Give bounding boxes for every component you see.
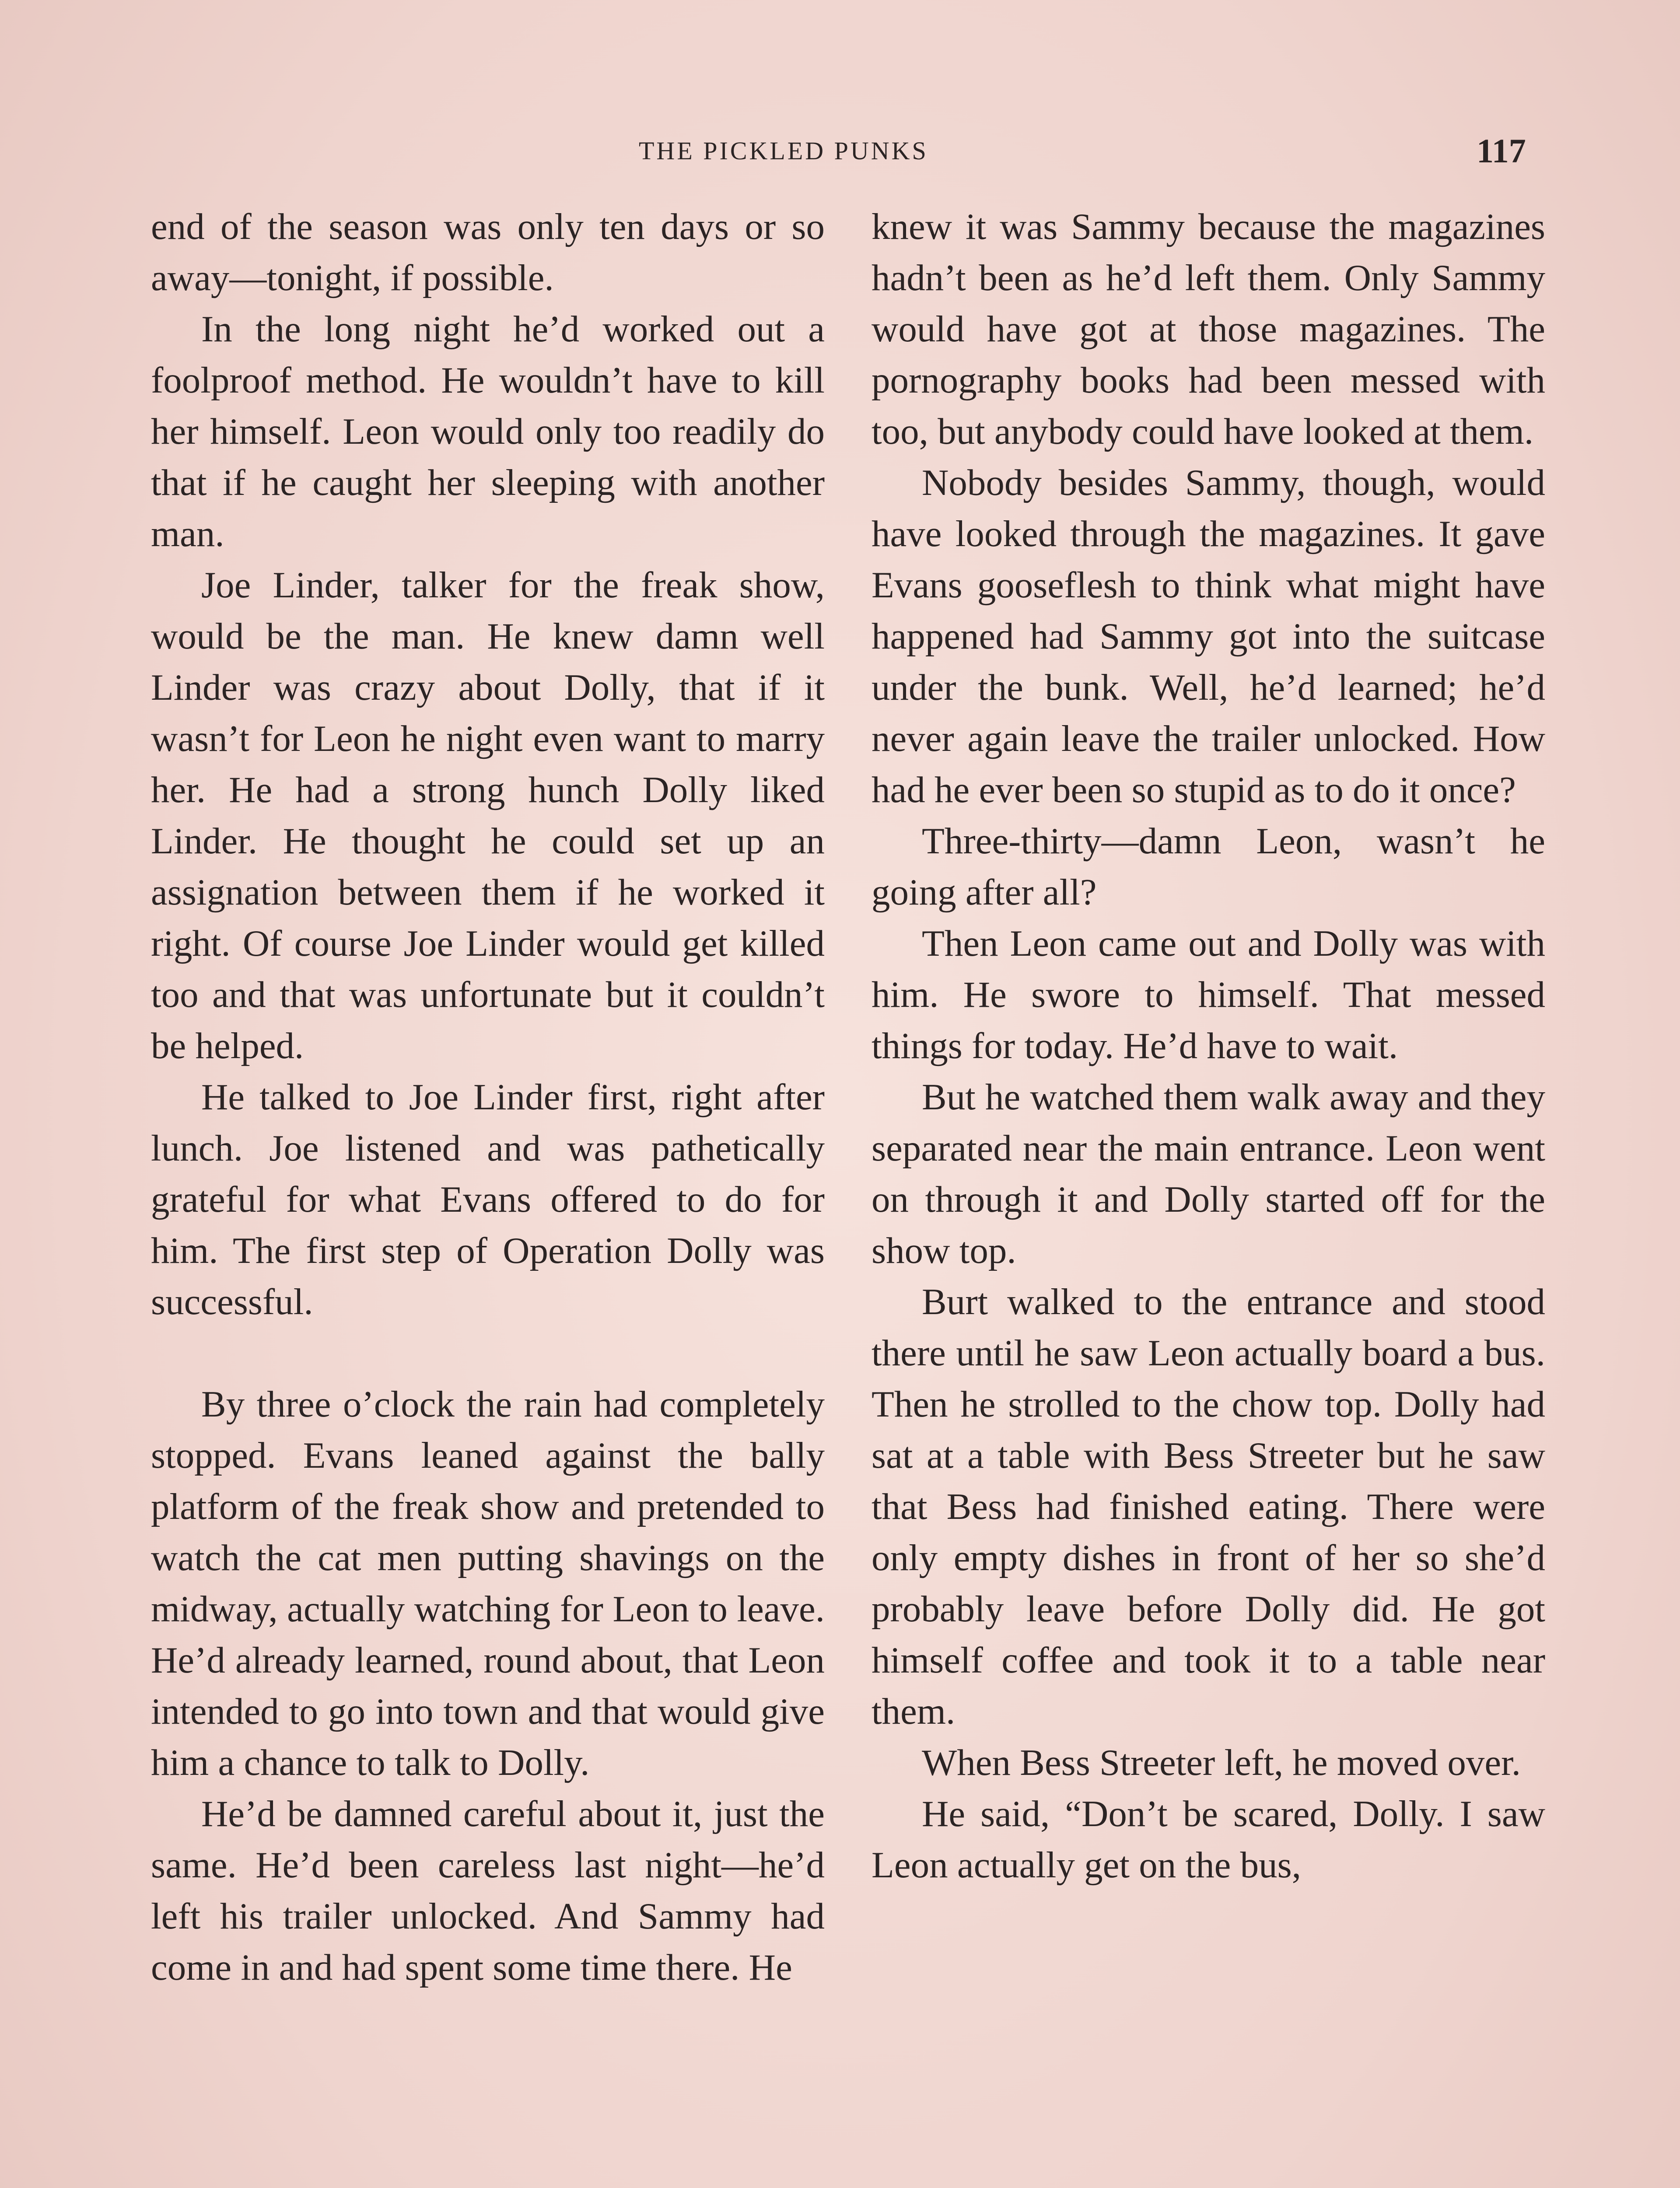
paragraph: Three-thirty—damn Leon, wasn’t he going after all? [872,820,1545,913]
right-column [872,201,1545,1891]
paragraph: end of the season was only ten days or so away—tonight, if possible. [151,206,825,298]
paragraph: Joe Linder, talker for the freak show, would be the man. He knew damn well Linder was crazy about Dolly, that if it wasn’t for Leon he night even want to marry her. He had a strong hunch Dolly liked Linder. He thought he could set up an assignation between them if he worked it right. Of course Joe Linder would get killed too and that was unfortunate but it couldn’t be helped. [151,565,825,1066]
page-number: 117 [1477,132,1526,170]
paragraph: By three o’clock the rain had completely stopped. Evans leaned against the bally platform of the freak show and pretended to watch the cat men putting shavings on the midway, actually watching for Leon to leave. He’d already learned, round about, that Leon intended to go into town and that would give him a chance to talk to Dolly. [151,1384,825,1783]
paragraph: He’d be damned careful about it, just the same. He’d been careless last night—he’d left his trailer unlocked. And Sammy had come in and had spent some time there. He [151,1793,825,1988]
paragraph: Nobody besides Sammy, though, would have looked through the magazines. It gave Evans gooseflesh to think what might have happened had Sammy got into the suitcase under the bunk. Well, he’d learned; he’d never again leave the trailer unlocked. How had he ever been so stupid as to do it once? [872,462,1545,810]
paragraph: knew it was Sammy because the magazines hadn’t been as he’d left them. Only Sammy would have got at those magazines. The pornography books had been messed with too, but anybody could have looked at them. [872,206,1545,452]
paragraph: When Bess Streeter left, he moved over. [922,1742,1521,1783]
running-title: THE PICKLED PUNKS [639,137,928,165]
running-head [0,131,1680,171]
left-column [151,201,825,1993]
paragraph: In the long night he’d worked out a foolproof method. He wouldn’t have to kill her himself. Leon would only too readily do that if he caught her sleeping with another man. [151,309,825,554]
paragraph: But he watched them walk away and they separated near the main entrance. Leon went on through it and Dolly started off for the show top. [872,1076,1545,1271]
paragraph: Then Leon came out and Dolly was with him. He swore to himself. That messed things for today. He’d have to wait. [872,923,1545,1066]
paragraph: He said, “Don’t be scared, Dolly. I saw Leon actually get on the bus, [872,1793,1545,1886]
paragraph: Burt walked to the entrance and stood there until he saw Leon actually board a bus. Then he strolled to the chow top. Dolly had sat at a table with Bess Streeter but he saw that Bess had finished eating. There were only empty dishes in front of her so she’d probably leave before Dolly did. He got himself coffee and took it to a table near them. [872,1281,1545,1732]
paragraph: He talked to Joe Linder first, right after lunch. Joe listened and was pathetically grateful for what Evans offered to do for him. The first step of Operation Dolly was successful. [151,1076,825,1322]
